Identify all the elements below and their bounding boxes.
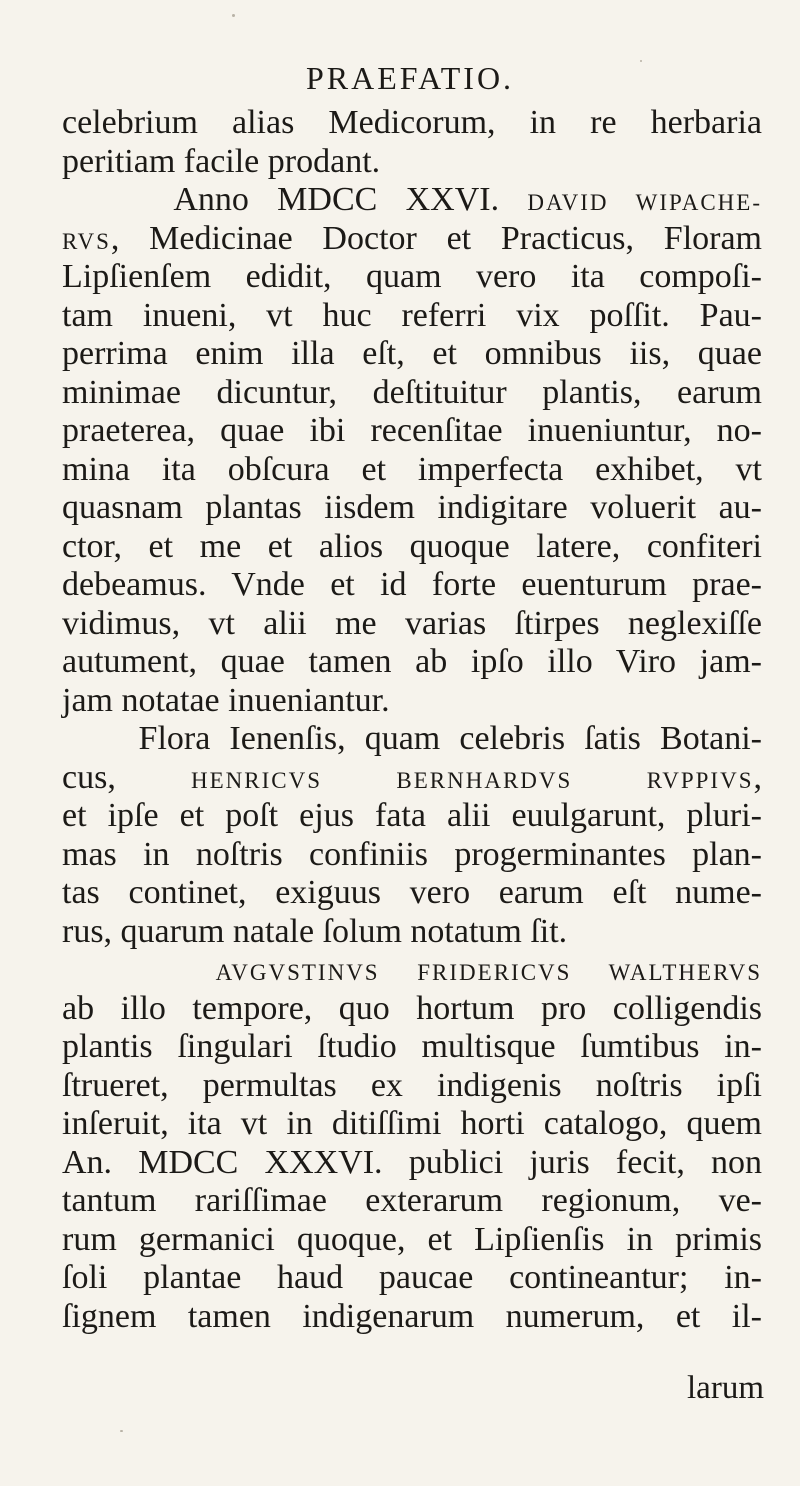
text-segment: cus, <box>62 758 191 796</box>
text-line <box>62 1298 762 1337</box>
text-segment: ſoli plantae haud paucae contineantur; in- <box>62 1259 762 1296</box>
text-segment: tas continet, exiguus vero earum eſt nume- <box>62 874 762 911</box>
text-line <box>62 951 762 990</box>
small-caps-name: AVGVSTINVS FRIDERICVS WALTHERVS <box>215 960 762 985</box>
text-segment: inſeruit, ita vt in ditiſſimi horti catalogo, quem <box>62 1105 762 1142</box>
text-line <box>62 990 762 1029</box>
text-segment: Anno MDCC XXVI. <box>62 181 528 218</box>
text-segment: Lipſienſem edidit, quam vero ita compoſi- <box>62 258 762 295</box>
text-segment: jam notatae inueniantur. <box>62 681 390 719</box>
text-line <box>62 297 762 336</box>
text-line <box>62 797 762 836</box>
text-line <box>62 913 762 952</box>
text-line <box>62 1105 762 1144</box>
text-segment: mas in noſtris confiniis progerminantes plan- <box>62 835 762 873</box>
text-segment: mina ita obſcura et imperfecta exhibet, vt <box>62 450 762 488</box>
text-line <box>62 1259 762 1298</box>
text-segment: , <box>753 758 762 796</box>
text-line <box>62 528 762 567</box>
text-line <box>62 181 762 220</box>
text-segment: tantum rariſſimae exterarum regionum, ve- <box>62 1182 762 1219</box>
text-segment: rum germanici quoque, et Lipſienſis in primis <box>62 1220 762 1258</box>
text-segment: Flora Ienenſis, quam celebris ſatis Botani- <box>62 720 762 757</box>
text-line <box>62 1067 762 1106</box>
text-segment: et ipſe et poſt ejus fata alii euulgarunt, pluri- <box>62 797 762 834</box>
text-line <box>62 720 762 759</box>
text-segment: celebrium alias Medicorum, in re herbaria <box>62 104 762 141</box>
text-line <box>62 1221 762 1260</box>
text-segment: , Medicinae Doctor et Practicus, Floram <box>110 219 762 257</box>
text-line <box>62 335 762 374</box>
text-line <box>62 605 762 644</box>
text-segment: debeamus. Vnde et id forte euenturum prae- <box>62 566 762 603</box>
text-segment: praeterea, quae ibi recenſitae inueniuntur, no- <box>62 412 762 449</box>
text-segment: ſtrueret, permultas ex indigenis noſtris ipſi <box>62 1066 762 1104</box>
text-line <box>62 374 762 413</box>
text-line <box>62 143 762 182</box>
text-line <box>62 874 762 913</box>
text-line <box>62 1144 762 1183</box>
catchword: larum <box>687 1370 764 1406</box>
text-segment: peritiam facile prodant. <box>62 142 381 180</box>
text-segment: rus, quarum natale ſolum notatum ſit. <box>62 912 568 950</box>
text-segment: plantis ſingulari ſtudio multisque ſumtibus in- <box>62 1028 762 1065</box>
small-caps-name: DAVID WIPACHE- <box>527 190 762 215</box>
running-head: PRAEFATIO. <box>305 60 515 96</box>
text-segment: ſignem tamen indigenarum numerum, et il- <box>62 1297 762 1335</box>
text-segment: autument, quae tamen ab ipſo illo Viro jam- <box>62 643 762 680</box>
body-text <box>62 104 762 1336</box>
text-segment: ab illo tempore, quo hortum pro colligendis <box>62 989 762 1027</box>
text-line <box>62 220 762 259</box>
text-line <box>62 759 762 798</box>
text-segment: vidimus, vt alii me varias ſtirpes neglexiſſe <box>62 604 762 642</box>
text-segment: quasnam plantas iisdem indigitare voluerit au- <box>62 489 762 526</box>
text-line <box>62 643 762 682</box>
text-line <box>62 1028 762 1067</box>
text-line <box>62 489 762 528</box>
small-caps-name: HENRICVS BERNHARDVS RVPPIVS <box>190 767 754 793</box>
text-line <box>62 682 762 721</box>
text-line <box>62 258 762 297</box>
small-caps-name: RVS <box>62 228 111 254</box>
text-line <box>62 836 762 875</box>
text-line <box>62 1182 762 1221</box>
text-segment: ctor, et me et alios quoque latere, confiteri <box>62 527 762 565</box>
text-segment: tam inueni, vt huc referri vix poſſit. Pau- <box>62 296 762 334</box>
text-line <box>62 566 762 605</box>
text-segment: perrima enim illa eſt, et omnibus iis, quae <box>62 335 762 372</box>
text-segment <box>62 951 216 988</box>
text-line <box>62 451 762 490</box>
text-line <box>62 412 762 451</box>
text-segment: An. MDCC XXXVI. publici juris fecit, non <box>62 1143 762 1181</box>
text-line <box>62 104 762 143</box>
text-segment: minimae dicuntur, deſtituitur plantis, earum <box>62 373 762 411</box>
paper-speck <box>120 1430 123 1432</box>
paper-speck <box>232 14 235 17</box>
